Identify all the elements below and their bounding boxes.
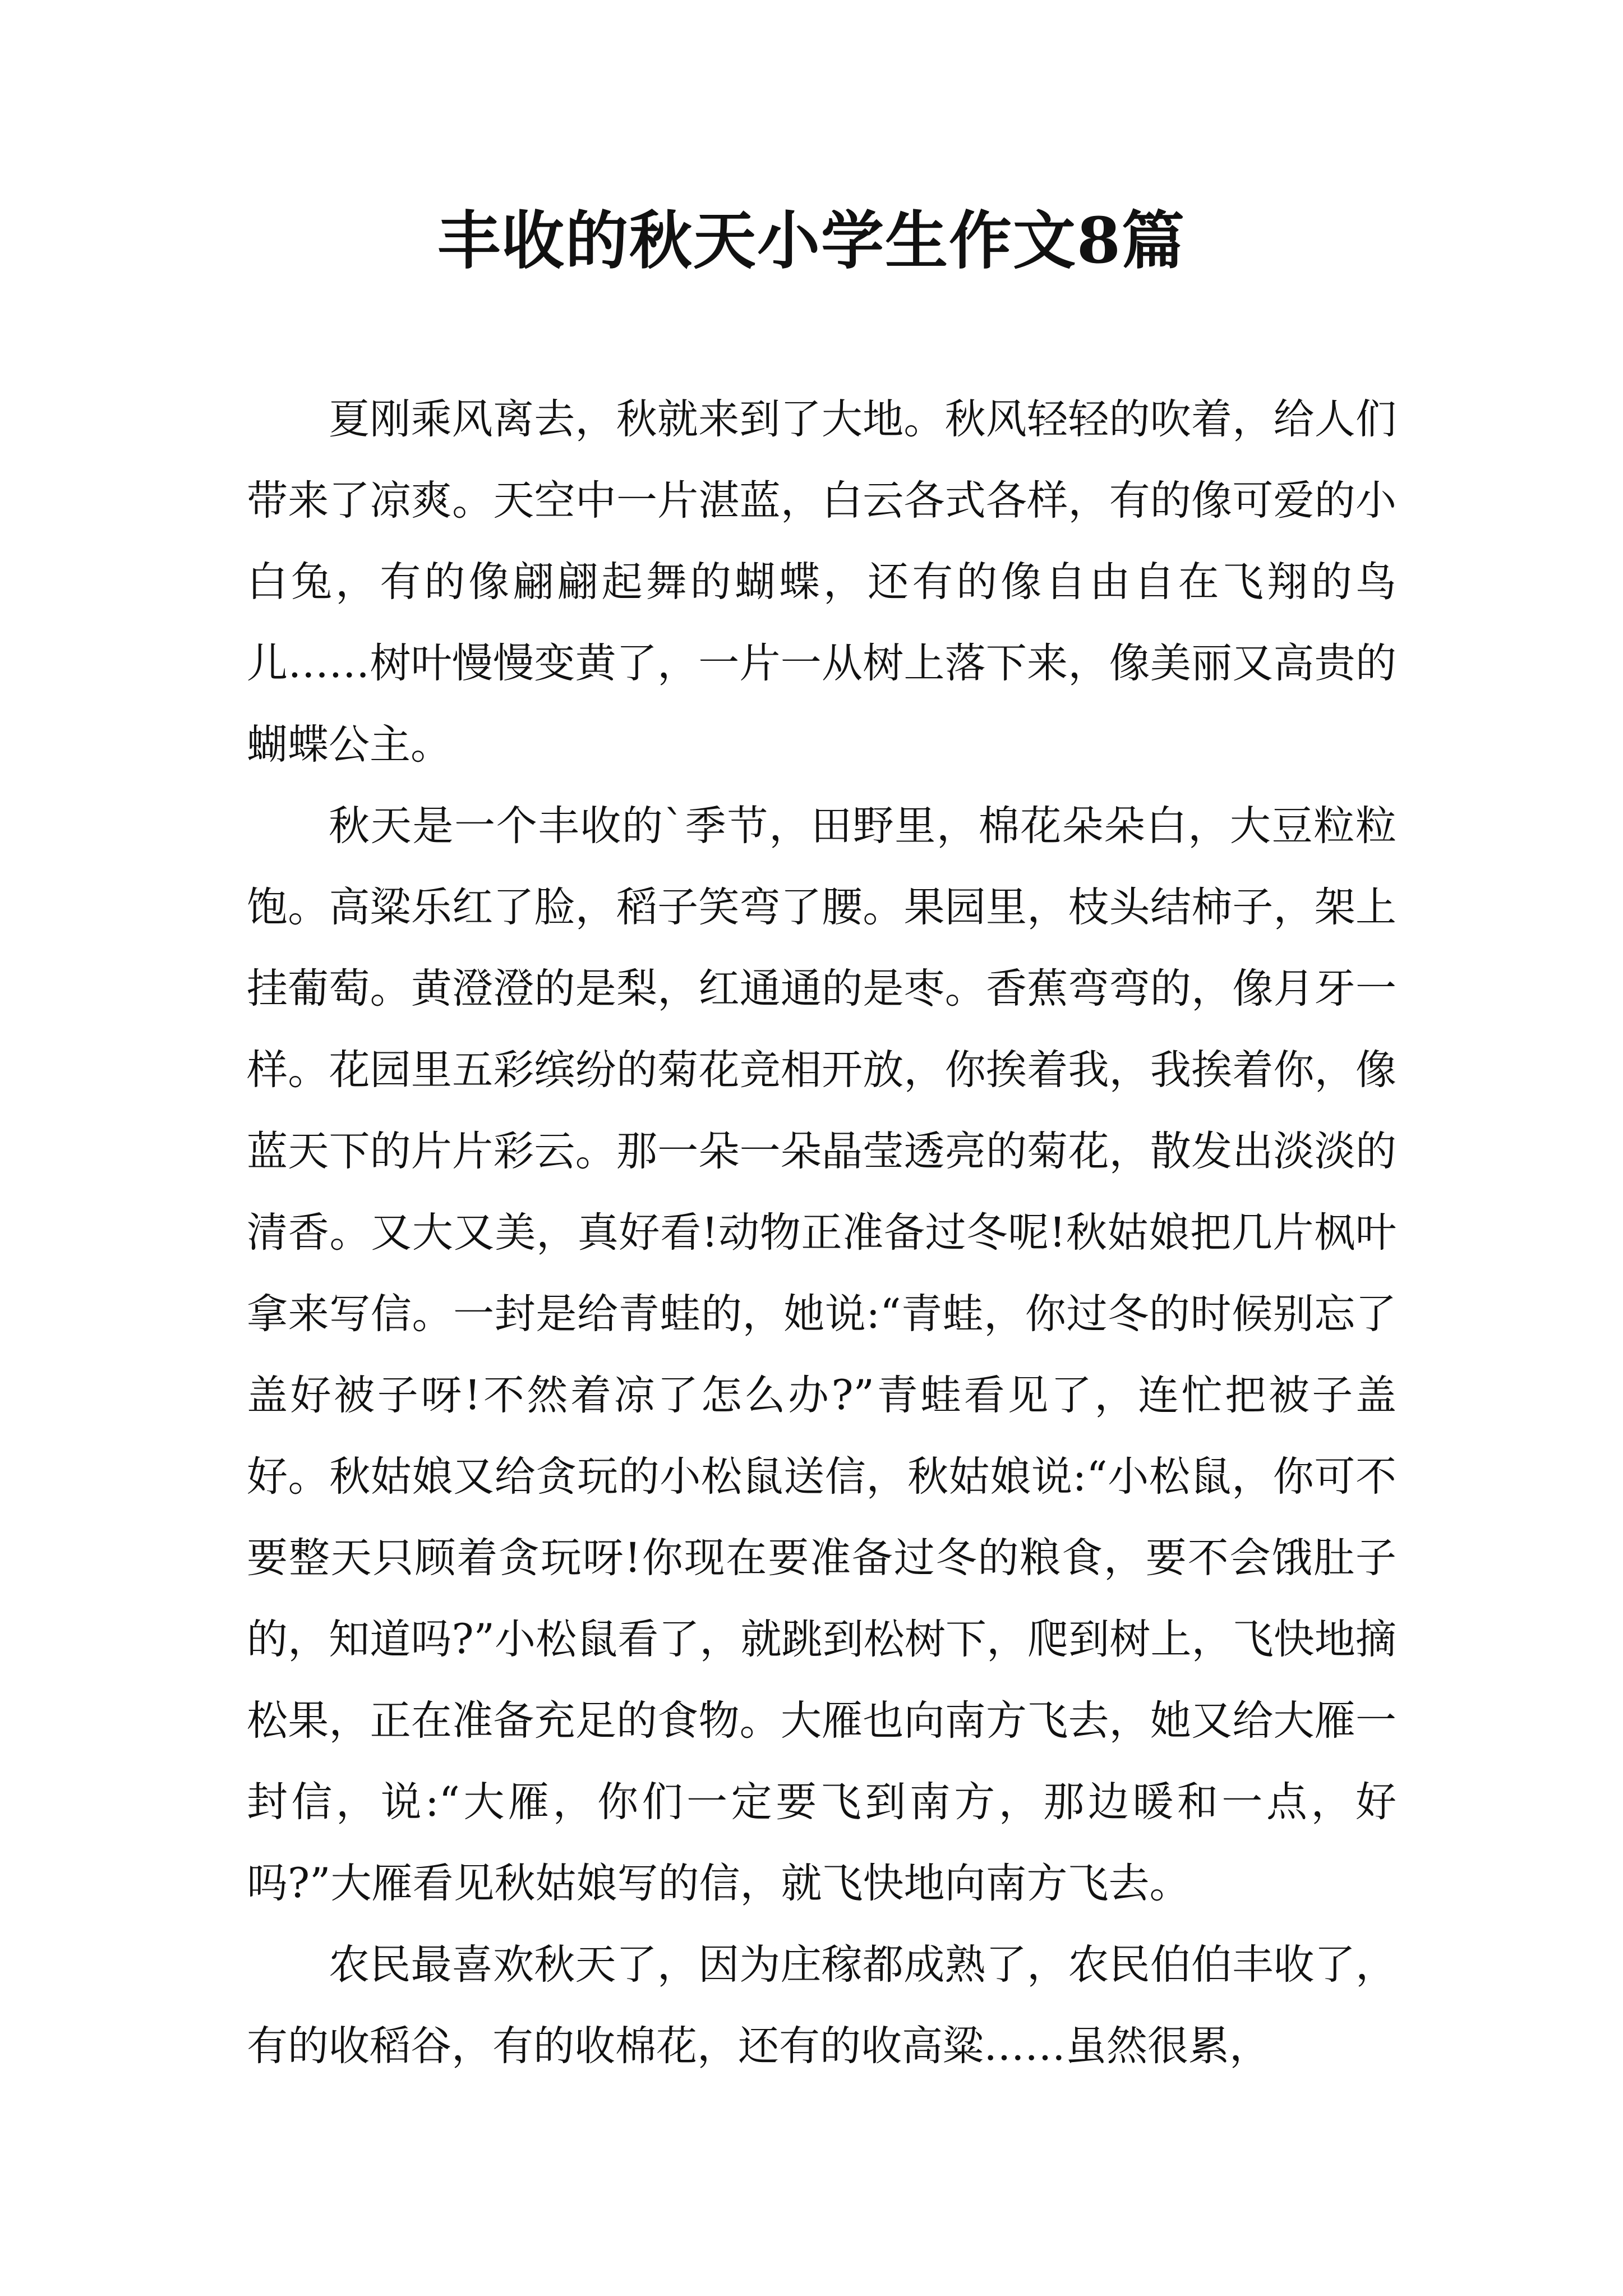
document-title: 丰收的秋天小学生作文8篇 bbox=[437, 204, 1186, 278]
document-body bbox=[247, 379, 1396, 2087]
paragraph-3: 农民最喜欢秋天了，因为庄稼都成熟了，农民伯伯丰收了，有的收稻谷，有的收棉花，还有的收高粱……虽然很累， bbox=[247, 1941, 1396, 2070]
paragraph-1: 夏刚乘风离去，秋就来到了大地。秋风轻轻的吹着，给人们带来了凉爽。天空中一片湛蓝，白云各式各样，有的像可爱的小白兔，有的像翩翩起舞的蝴蝶，还有的像自由自在飞翔的鸟儿……树叶慢慢变黄了，一片一从树上落下来，像美丽又高贵的蝴蝶公主。 bbox=[247, 395, 1396, 769]
paragraph-2: 秋天是一个丰收的`季节，田野里，棉花朵朵白，大豆粒粒饱。高粱乐红了脸，稻子笑弯了腰。果园里，枝头结柿子，架上挂葡萄。黄澄澄的是梨，红通通的是枣。香蕉弯弯的，像月牙一样。花园里五彩缤纷的菊花竞相开放，你挨着我，我挨着你，像蓝天下的片片彩云。那一朵一朵晶莹透亮的菊花，散发出淡淡的清香。又大又美，真好看!动物正准备过冬呢!秋姑娘把几片枫叶拿来写信。一封是给青蛙的，她说:“青蛙，你过冬的时候别忘了盖好被子呀!不然着凉了怎么办?”青蛙看见了，连忙把被子盖好。秋姑娘又给贪玩的小松鼠送信，秋姑娘说:“小松鼠，你可不要整天只顾着贪玩呀!你现在要准备过冬的粮食，要不会饿肚子的，知道吗?”小松鼠看了，就跳到松树下，爬到树上，飞快地摘松果，正在准备充足的食物。大雁也向南方飞去，她又给大雁一封信，说:“大雁，你们一定要飞到南方，那边暖和一点，好吗?”大雁看见秋姑娘写的信，就飞快地向南方飞去。 bbox=[247, 802, 1396, 1907]
